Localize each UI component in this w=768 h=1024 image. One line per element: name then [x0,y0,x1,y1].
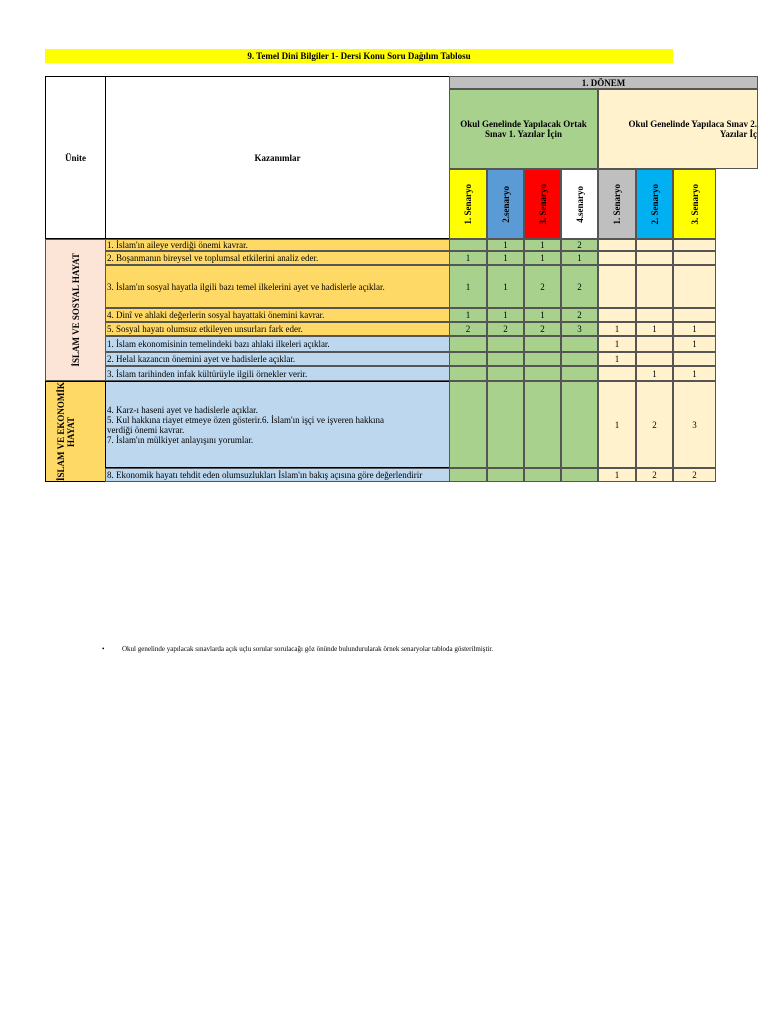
question-count-cell [636,336,673,352]
question-count-cell [561,265,598,308]
question-count-cell [636,308,673,322]
question-count-cell [636,322,673,336]
question-count: 1 [540,240,545,250]
question-count-cell [636,468,673,482]
question-count-cell [524,308,561,322]
question-count: 1 [692,368,697,379]
question-count-cell [598,468,636,482]
question-count-cell [561,322,598,336]
question-count: 1 [540,310,545,320]
question-count-cell [673,265,716,308]
question-count-cell [487,308,524,322]
kazanim-text: 2. Helal kazancın önemini ayet ve hadislerle açıklar. [107,354,296,364]
question-count-cell [524,381,561,468]
scenario-header-6 [636,169,673,239]
kazanim-row [105,239,450,251]
donem-header-label: 1. DÖNEM [581,77,626,88]
question-count-cell [561,308,598,322]
footnote-text: Okul genelinde yapılacak sınavlarda açık uçlu sorular sorulacağı göz önünde bulundurularak örnek senaryolar tabloda gösterilmiştir. [122,645,494,653]
question-count: 2 [465,324,471,334]
question-count: 1 [614,354,620,364]
question-count-cell [598,265,636,308]
question-count-cell [561,468,598,482]
kazanim-line: 7. İslam'ın mülkiyet anlayışını yorumlar. [107,434,254,445]
question-count: 2 [577,281,582,292]
kazanim-text: 3. İslam'ın sosyal hayatla ilgili bazı temel ilkelerini ayet ve hadislerle açıklar. [107,281,385,292]
question-count: 1 [503,310,508,320]
question-count: 1 [540,253,545,263]
footnote [104,645,493,653]
question-count: 1 [692,324,697,334]
question-count-cell [673,366,716,381]
question-count-cell [487,352,524,366]
scenario-header-label: 4.senaryo [574,185,585,223]
question-count-cell [524,265,561,308]
question-count: 1 [465,281,471,292]
question-count-cell [561,381,598,468]
question-count-cell [636,251,673,265]
scenario-header-3 [524,169,561,239]
kazanim-line: verdiği önemi kavrar. [107,424,185,435]
question-count: 1 [503,240,508,250]
kazanim-row [105,308,450,322]
kazanim-row [105,381,450,468]
question-count-cell [449,336,487,352]
bullet: • [102,645,105,653]
question-count: 1 [614,470,620,480]
question-count-cell [598,366,636,381]
question-count: 1 [614,339,620,349]
question-count-cell [598,251,636,265]
kazanim-text: 8. Ekonomik hayatı tehdit eden olumsuzlukları İslam'ın bakış açısına göre değerlendirir [107,470,423,480]
question-count: 1 [652,368,657,379]
question-count-cell [673,308,716,322]
question-count-cell [449,265,487,308]
question-count-cell [673,468,716,482]
scenario-header-1 [449,169,487,239]
question-count: 1 [503,281,508,292]
question-count-cell [673,352,716,366]
kazanim-text: 1. İslam'ın aileye verdiği önemi kavrar. [107,240,248,250]
kazanim-text: 1. İslam ekonomisinin temelindeki bazı ahlaki ilkeleri açıklar. [107,339,330,349]
question-count-cell [598,381,636,468]
exam1-header-label: Okul Genelinde Yapılacak Ortak Sınav 1. Yazılar İçin [460,119,587,139]
question-count: 2 [652,470,657,480]
question-count-cell [487,239,524,251]
scenario-header-label: 3. Senaryo [537,183,548,225]
scenario-header-5 [598,169,636,239]
question-count-cell [449,322,487,336]
question-count: 1 [692,339,697,349]
question-count-cell [598,352,636,366]
scenario-header-label: 1. Senaryo [612,183,622,225]
kazanim-line: 5. Kul hakkına riayet etmeye özen gösterir.6. İslam'ın işçi ve işveren hakkına [107,414,385,425]
question-count-cell [449,352,487,366]
question-count-cell [487,336,524,352]
exam2-header-label: Okul Genelinde Yapılaca Sınav 2. Yazılar İç [628,119,757,139]
question-count-cell [449,468,487,482]
kazanim-text: 3. İslam tarihinden infak kültürüyle ilgili örnekler verir. [107,368,308,379]
question-count-cell [449,239,487,251]
question-count-cell [487,468,524,482]
question-count: 2 [577,240,582,250]
question-count: 2 [577,310,582,320]
scenario-header-2 [487,169,524,239]
question-count-cell [636,265,673,308]
unite-header-label: Ünite [65,152,86,163]
question-count-cell [449,251,487,265]
question-count-cell [524,239,561,251]
question-count-cell [598,308,636,322]
question-count: 1 [652,324,657,334]
kazanim-row [105,322,450,336]
question-count: 1 [614,324,620,334]
scenario-header-7 [673,169,716,239]
scenario-header-label: 2. Senaryo [649,183,660,225]
kazanim-row [105,336,450,352]
question-count-cell [598,322,636,336]
question-count-cell [524,468,561,482]
kazanim-row [105,251,450,265]
question-count: 2 [540,324,545,334]
question-count-cell [636,239,673,251]
question-count-cell [598,239,636,251]
kazanim-text: 5. Sosyal hayatı olumsuz etkileyen unsurları fark eder. [107,324,303,334]
scenario-header-label: 1. Senaryo [463,183,473,225]
question-count: 1 [465,310,471,320]
unit-islam-ekonomik [45,381,106,482]
kazanim-text: 2. Boşanmanın bireysel ve toplumsal etkilerini analiz eder. [107,253,319,263]
question-count: 2 [652,419,657,430]
page-title: 9. Temel Dinî Bilgiler 1- Dersi Konu Soru Dağılım Tablosu [45,49,673,63]
unit-islam-sosyal [45,239,106,381]
question-count-cell [673,381,716,468]
exam1-header [449,89,598,169]
question-count: 3 [692,419,697,430]
question-count-cell [636,352,673,366]
question-count-cell [487,322,524,336]
kazanim-row [105,352,450,366]
donem-header [449,76,758,89]
question-count-cell [524,251,561,265]
kazanim-text: 4. Dinî ve ahlaki değerlerin sosyal hayattaki önemini kavrar. [107,310,325,320]
question-count-cell [636,366,673,381]
unit-label: İSLAM VE SOSYAL HAYAT [70,253,81,367]
question-count: 1 [614,419,620,430]
question-count-cell [524,322,561,336]
question-count: 2 [503,324,508,334]
kazanim-line: 4. Karz-ı haseni ayet ve hadislerle açıklar. [107,404,258,415]
exam2-header [598,89,758,169]
question-count-cell [449,308,487,322]
kazanim-row [105,468,450,482]
kazanimlar-header [105,76,450,239]
question-count-cell [487,251,524,265]
question-count-cell [673,251,716,265]
kazanimlar-header-label: Kazanımlar [254,152,301,163]
question-count-cell [487,366,524,381]
question-count-cell [524,336,561,352]
kazanim-row [105,366,450,381]
question-count: 3 [577,324,582,334]
scenario-header-4 [561,169,598,239]
question-count-cell [524,352,561,366]
question-count-cell [673,239,716,251]
question-count-cell [524,366,561,381]
question-count-cell [673,336,716,352]
question-count-cell [561,336,598,352]
question-count-cell [673,322,716,336]
question-count-cell [598,336,636,352]
question-count: 2 [692,470,697,480]
question-count-cell [636,381,673,468]
unite-header [45,76,106,239]
question-count-cell [449,366,487,381]
scenario-header-label: 2.senaryo [500,185,511,223]
scenario-header-label: 3. Senaryo [689,183,700,225]
question-count-cell [561,366,598,381]
question-count: 1 [503,253,508,263]
question-count-cell [487,265,524,308]
kazanim-row [105,265,450,308]
question-count-cell [561,239,598,251]
question-count-cell [449,381,487,468]
question-count: 1 [465,253,471,263]
question-count-cell [487,381,524,468]
question-count: 2 [540,281,545,292]
question-count-cell [561,352,598,366]
question-count: 1 [577,253,582,263]
unit-label: İSLAM VE EKONOMİK HAYAT [55,382,76,481]
question-count-cell [561,251,598,265]
